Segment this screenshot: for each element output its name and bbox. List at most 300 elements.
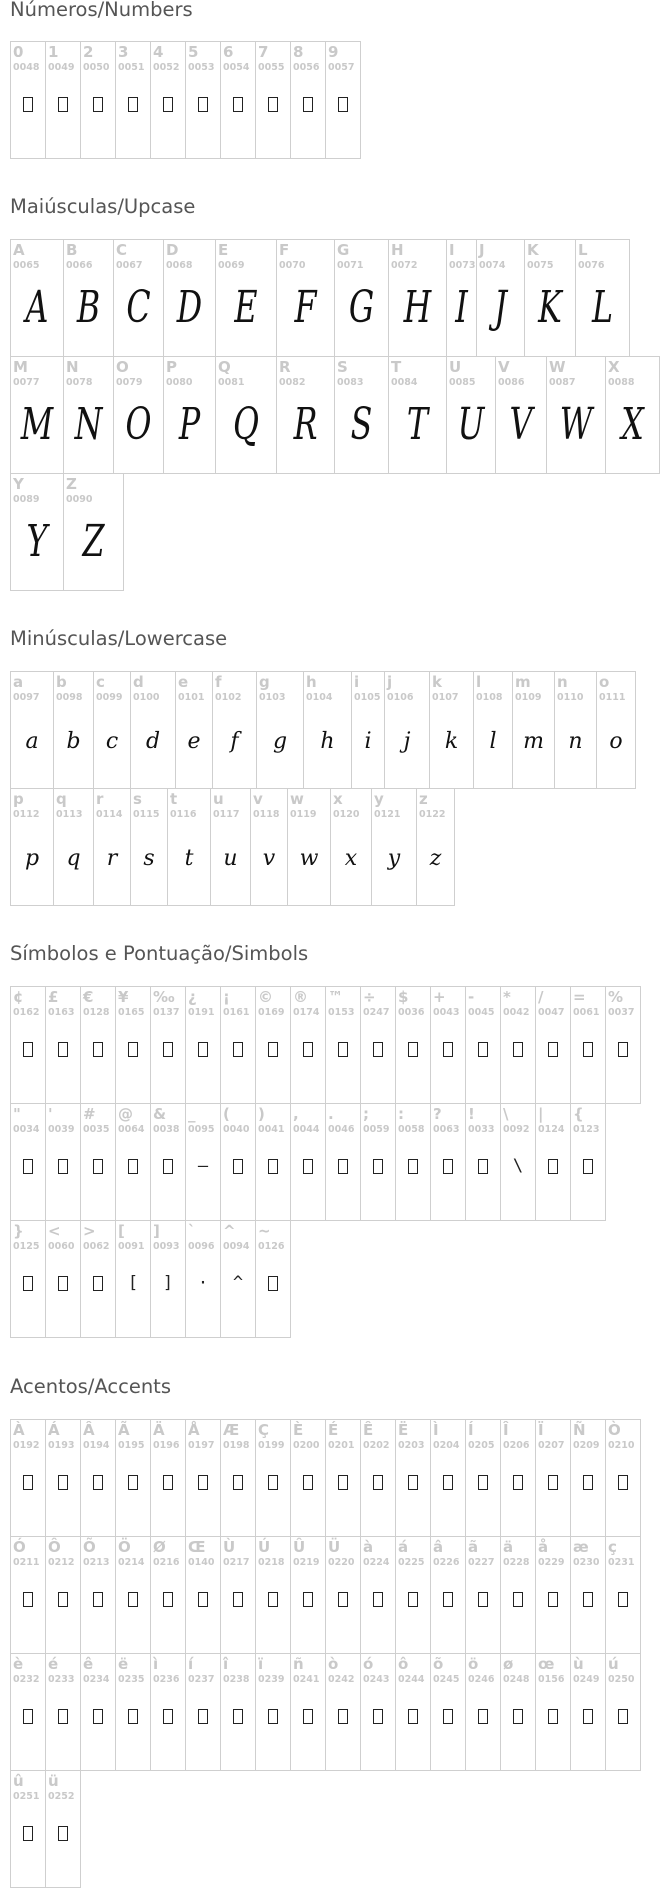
glyph-cell (167, 788, 211, 906)
glyph-code: 0250 (608, 1674, 635, 1685)
missing-glyph-icon (338, 1709, 348, 1724)
glyph-code: 0051 (118, 62, 145, 73)
glyph-label: £ (48, 988, 59, 1006)
glyph-sample (116, 1156, 150, 1179)
glyph-cell (287, 788, 331, 906)
glyph-code: 0070 (279, 260, 306, 271)
glyph-label: ì (153, 1655, 159, 1673)
glyph-sample (256, 1706, 290, 1729)
glyph-sample (186, 94, 220, 117)
accents-row (10, 1770, 80, 1888)
glyph-sample (291, 1589, 325, 1612)
glyph-label: Ü (328, 1538, 341, 1556)
glyph-sample (431, 1706, 465, 1729)
glyph-code: 0067 (116, 260, 143, 271)
glyph-label: l (476, 673, 482, 691)
glyph-cell (10, 41, 46, 159)
lowercase-row (10, 671, 635, 789)
glyph-cell (430, 1103, 466, 1221)
glyph-code: 0125 (13, 1241, 40, 1252)
glyph-cell (535, 1103, 571, 1221)
glyph-label: ` (188, 1222, 196, 1240)
glyph-sample (11, 1823, 45, 1846)
glyph-cell (325, 1103, 361, 1221)
glyph-cell (570, 1536, 606, 1654)
missing-glyph-icon (23, 1709, 33, 1724)
glyph-code: 0124 (538, 1124, 565, 1135)
glyph-cell (500, 1419, 536, 1537)
glyph-sample: M (20, 399, 54, 450)
glyph-cell (290, 986, 326, 1104)
glyph-label: û (13, 1772, 24, 1790)
glyph-cell (255, 1103, 291, 1221)
glyph-cell (10, 1770, 46, 1888)
glyph-code: 0096 (188, 1241, 215, 1252)
glyph-label: S (337, 358, 348, 376)
glyph-label: { (573, 1105, 584, 1123)
glyph-label: K (527, 241, 539, 259)
glyph-sample (291, 1039, 325, 1062)
glyph-sample: N (74, 399, 103, 450)
glyph-cell (325, 1536, 361, 1654)
glyph-cell (113, 356, 164, 474)
glyph-code: 0201 (328, 1440, 355, 1451)
glyph-sample: V (509, 399, 533, 450)
glyph-cell (416, 788, 455, 906)
glyph-sample (256, 94, 290, 117)
glyph-label: / (538, 988, 544, 1006)
glyph-label: Ù (223, 1538, 236, 1556)
glyph-code: 0118 (253, 809, 280, 820)
glyph-label: Ø (153, 1538, 166, 1556)
missing-glyph-icon (163, 1042, 173, 1057)
accents-row (10, 1536, 640, 1654)
glyph-code: 0078 (66, 377, 93, 388)
glyph-cell (255, 1419, 291, 1537)
missing-glyph-icon (513, 1475, 523, 1490)
missing-glyph-icon (58, 1475, 68, 1490)
glyph-label: b (56, 673, 67, 691)
glyph-cell (175, 671, 213, 789)
missing-glyph-icon (233, 1475, 243, 1490)
glyph-cell (570, 1419, 606, 1537)
glyph-label: 3 (118, 43, 129, 61)
glyph-cell (535, 1653, 571, 1771)
missing-glyph-icon (443, 1709, 453, 1724)
glyph-cell (10, 1103, 46, 1221)
glyph-cell (330, 788, 372, 906)
missing-glyph-icon (583, 1592, 593, 1607)
missing-glyph-icon (163, 1475, 173, 1490)
glyph-sample: I (455, 282, 468, 333)
missing-glyph-icon (373, 1159, 383, 1174)
glyph-cell (220, 1536, 256, 1654)
glyph-label: á (398, 1538, 409, 1556)
missing-glyph-icon (338, 1159, 348, 1174)
glyph-sample (46, 1706, 80, 1729)
glyph-label: a (13, 673, 24, 691)
glyph-cell (334, 239, 389, 357)
glyph-sample (466, 1472, 500, 1495)
glyph-label: W (549, 358, 566, 376)
glyph-code: 0038 (153, 1124, 180, 1135)
missing-glyph-icon (303, 1475, 313, 1490)
glyph-code: 0236 (153, 1674, 180, 1685)
glyph-cell (10, 1536, 46, 1654)
glyph-cell (10, 356, 64, 474)
glyph-cell (290, 1653, 326, 1771)
glyph-label: I (449, 241, 455, 259)
glyph-sample (46, 1589, 80, 1612)
glyph-sample (396, 1039, 430, 1062)
glyph-code: 0059 (363, 1124, 390, 1135)
glyph-code: 0214 (118, 1557, 145, 1568)
glyph-code: 0231 (608, 1557, 635, 1568)
glyph-sample (11, 1039, 45, 1062)
glyph-label: Å (188, 1421, 200, 1439)
glyph-sample (606, 1706, 640, 1729)
missing-glyph-icon (198, 1042, 208, 1057)
glyph-code: 0199 (258, 1440, 285, 1451)
glyph-cell (115, 1536, 151, 1654)
glyph-sample (256, 1273, 290, 1296)
glyph-cell (185, 986, 221, 1104)
glyph-label: â (433, 1538, 444, 1556)
glyph-cell (80, 1536, 116, 1654)
missing-glyph-icon (548, 1709, 558, 1724)
glyph-sample: e (187, 729, 201, 754)
missing-glyph-icon (163, 1159, 173, 1174)
glyph-code: 0095 (188, 1124, 215, 1135)
missing-glyph-icon (478, 1042, 488, 1057)
glyph-code: 0097 (13, 692, 40, 703)
glyph-label: V (498, 358, 510, 376)
missing-glyph-icon (478, 1159, 488, 1174)
glyph-sample: [ (127, 1273, 139, 1293)
glyph-cell (524, 239, 576, 357)
glyph-code: 0049 (48, 62, 75, 73)
glyph-code: 0123 (573, 1124, 600, 1135)
missing-glyph-icon (23, 1475, 33, 1490)
missing-glyph-icon (268, 1276, 278, 1291)
glyph-code: 0103 (259, 692, 286, 703)
glyph-label: ç (608, 1538, 617, 1556)
glyph-label: Æ (223, 1421, 240, 1439)
glyph-sample (536, 1589, 570, 1612)
section-title-symbols: Símbolos e Pontuação/Simbols (10, 942, 309, 965)
glyph-label: < (48, 1222, 61, 1240)
glyph-sample (81, 1039, 115, 1062)
glyph-code: 0101 (178, 692, 205, 703)
missing-glyph-icon (198, 1592, 208, 1607)
glyph-cell (255, 1220, 291, 1338)
glyph-code: 0210 (608, 1440, 635, 1451)
glyph-cell (500, 1653, 536, 1771)
glyph-label: d (133, 673, 144, 691)
glyph-sample: k (444, 729, 459, 754)
glyph-code: 0218 (258, 1557, 285, 1568)
glyph-code: 0065 (13, 260, 40, 271)
glyph-cell (80, 1220, 116, 1338)
glyph-label: o (599, 673, 610, 691)
glyph-label: + (433, 988, 446, 1006)
glyph-code: 0053 (188, 62, 215, 73)
glyph-code: 0054 (223, 62, 250, 73)
glyph-sample: · (197, 1273, 209, 1293)
glyph-sample (361, 1706, 395, 1729)
glyph-sample: z (429, 846, 442, 871)
glyph-sample: v (262, 846, 276, 871)
glyph-code: 0227 (468, 1557, 495, 1568)
glyph-label: ù (573, 1655, 584, 1673)
glyph-sample (116, 94, 150, 117)
glyph-cell (535, 1419, 571, 1537)
glyph-label: p (13, 790, 24, 808)
symbols-row (10, 1220, 290, 1338)
glyph-sample (291, 1706, 325, 1729)
glyph-sample (116, 1039, 150, 1062)
glyph-label: C (116, 241, 128, 259)
glyph-label: - (468, 988, 475, 1006)
glyph-label: € (83, 988, 94, 1006)
missing-glyph-icon (58, 1592, 68, 1607)
glyph-sample (291, 94, 325, 117)
glyph-sample (81, 1156, 115, 1179)
glyph-label: P (166, 358, 177, 376)
glyph-code: 0081 (218, 377, 245, 388)
glyph-cell (446, 239, 477, 357)
glyph-code: 0162 (13, 1007, 40, 1018)
glyph-sample: — (197, 1156, 209, 1176)
glyph-cell (250, 788, 288, 906)
missing-glyph-icon (373, 1709, 383, 1724)
missing-glyph-icon (23, 1276, 33, 1291)
glyph-cell (446, 356, 496, 474)
glyph-sample (81, 1472, 115, 1495)
glyph-label: Ú (258, 1538, 271, 1556)
glyph-label: G (337, 241, 350, 259)
missing-glyph-icon (128, 1475, 138, 1490)
missing-glyph-icon (58, 1276, 68, 1291)
upcase-row (10, 356, 659, 474)
missing-glyph-icon (268, 1709, 278, 1724)
glyph-cell (80, 41, 116, 159)
glyph-cell (395, 1419, 431, 1537)
glyph-code: 0230 (573, 1557, 600, 1568)
glyph-code: 0066 (66, 260, 93, 271)
glyph-sample (186, 1589, 220, 1612)
glyph-code: 0191 (188, 1007, 215, 1018)
glyph-code: 0121 (374, 809, 401, 820)
missing-glyph-icon (548, 1042, 558, 1057)
glyph-code: 0072 (391, 260, 418, 271)
glyph-sample (536, 1706, 570, 1729)
glyph-label: ë (118, 1655, 129, 1673)
glyph-code: 0104 (306, 692, 333, 703)
glyph-cell (115, 1653, 151, 1771)
glyph-sample (11, 94, 45, 117)
glyph-cell (185, 1653, 221, 1771)
glyph-label: è (13, 1655, 24, 1673)
missing-glyph-icon (23, 1042, 33, 1057)
glyph-label: Ã (118, 1421, 130, 1439)
glyph-sample (221, 1589, 255, 1612)
glyph-code: 0040 (223, 1124, 250, 1135)
glyph-label: À (13, 1421, 25, 1439)
glyph-code: 0035 (83, 1124, 110, 1135)
glyph-label: @ (118, 1105, 133, 1123)
glyph-label: Ï (538, 1421, 544, 1439)
glyph-label: Î (503, 1421, 509, 1439)
glyph-code: 0102 (215, 692, 242, 703)
glyph-code: 0192 (13, 1440, 40, 1451)
glyph-cell (220, 1419, 256, 1537)
glyph-sample (46, 94, 80, 117)
glyph-sample (361, 1472, 395, 1495)
glyph-sample: w (299, 846, 319, 871)
glyph-label: N (66, 358, 79, 376)
glyph-label: B (66, 241, 78, 259)
glyph-label: ™ (328, 988, 343, 1006)
glyph-cell (215, 239, 277, 357)
glyph-code: 0117 (213, 809, 240, 820)
glyph-sample (431, 1039, 465, 1062)
glyph-code: 0234 (83, 1674, 110, 1685)
glyph-code: 0094 (223, 1241, 250, 1252)
glyph-label: Ô (48, 1538, 61, 1556)
missing-glyph-icon (513, 1042, 523, 1057)
glyph-label: m (515, 673, 531, 691)
glyph-label: 6 (223, 43, 234, 61)
glyph-label: ! (468, 1105, 475, 1123)
glyph-sample: ^ (232, 1273, 244, 1293)
glyph-label: ¡ (223, 988, 230, 1006)
glyph-label: 0 (13, 43, 24, 61)
missing-glyph-icon (338, 97, 348, 112)
glyph-sample (221, 1472, 255, 1495)
glyph-sample (571, 1472, 605, 1495)
glyph-cell (303, 671, 352, 789)
glyph-code: 0079 (116, 377, 143, 388)
symbols-row (10, 986, 640, 1104)
missing-glyph-icon (128, 1709, 138, 1724)
glyph-label: ' (48, 1105, 53, 1123)
glyph-code: 0047 (538, 1007, 565, 1018)
glyph-label: A (13, 241, 25, 259)
glyph-code: 0213 (83, 1557, 110, 1568)
glyph-sample: l (489, 729, 497, 754)
glyph-cell (10, 239, 64, 357)
glyph-code: 0163 (48, 1007, 75, 1018)
glyph-label: Á (48, 1421, 60, 1439)
glyph-sample: A (25, 282, 49, 333)
glyph-label: r (96, 790, 104, 808)
glyph-cell (395, 1536, 431, 1654)
glyph-cell (10, 1419, 46, 1537)
glyph-cell (465, 1419, 501, 1537)
glyph-code: 0243 (363, 1674, 390, 1685)
glyph-label: M (13, 358, 28, 376)
missing-glyph-icon (233, 1042, 243, 1057)
glyph-cell (115, 1103, 151, 1221)
glyph-label: J (479, 241, 485, 259)
glyph-label: ã (468, 1538, 479, 1556)
glyph-label: : (398, 1105, 404, 1123)
missing-glyph-icon (198, 97, 208, 112)
glyph-cell (290, 1536, 326, 1654)
glyph-code: 0205 (468, 1440, 495, 1451)
glyph-label: ö (468, 1655, 479, 1673)
accents-row (10, 1419, 640, 1537)
glyph-code: 0057 (328, 62, 355, 73)
glyph-label: R (279, 358, 291, 376)
glyph-label: Ò (608, 1421, 621, 1439)
glyph-sample (186, 1472, 220, 1495)
glyph-code: 0098 (56, 692, 83, 703)
glyph-cell (360, 1653, 396, 1771)
glyph-cell (150, 1419, 186, 1537)
glyph-label: ê (83, 1655, 94, 1673)
glyph-sample (501, 1589, 535, 1612)
glyph-sample (186, 1706, 220, 1729)
glyph-code: 0087 (549, 377, 576, 388)
missing-glyph-icon (548, 1159, 558, 1174)
glyph-sample: L (591, 282, 614, 333)
glyph-cell (546, 356, 606, 474)
glyph-code: 0251 (13, 1791, 40, 1802)
glyph-label: © (258, 988, 273, 1006)
glyph-label: F (279, 241, 290, 259)
glyph-label: ¢ (13, 988, 24, 1006)
glyph-cell (430, 986, 466, 1104)
glyph-cell (605, 356, 660, 474)
glyph-cell (185, 1103, 221, 1221)
glyph-label: T (391, 358, 402, 376)
glyph-cell (605, 986, 641, 1104)
section-title-numbers: Números/Numbers (10, 0, 193, 21)
upcase-row (10, 239, 629, 357)
missing-glyph-icon (303, 1159, 313, 1174)
missing-glyph-icon (373, 1592, 383, 1607)
glyph-sample: U (457, 399, 485, 450)
glyph-sample (466, 1156, 500, 1179)
glyph-sample (221, 1039, 255, 1062)
glyph-code: 0061 (573, 1007, 600, 1018)
glyph-cell (276, 356, 335, 474)
glyph-sample (361, 1156, 395, 1179)
glyph-cell (371, 788, 417, 906)
glyph-cell (150, 1220, 186, 1338)
glyph-sample: P (178, 399, 201, 450)
glyph-code: 0226 (433, 1557, 460, 1568)
glyph-cell (150, 1536, 186, 1654)
glyph-label: _ (188, 1105, 196, 1123)
glyph-sample (396, 1156, 430, 1179)
glyph-code: 0233 (48, 1674, 75, 1685)
glyph-label: j (387, 673, 393, 691)
glyph-sample (151, 94, 185, 117)
glyph-label: L (578, 241, 588, 259)
glyph-label: Ê (363, 1421, 374, 1439)
glyph-cell (325, 986, 361, 1104)
glyph-code: 0060 (48, 1241, 75, 1252)
glyph-code: 0109 (515, 692, 542, 703)
missing-glyph-icon (93, 1042, 103, 1057)
glyph-sample: b (66, 729, 81, 754)
glyph-sample (396, 1706, 430, 1729)
glyph-label: ; (363, 1105, 369, 1123)
glyph-code: 0076 (578, 260, 605, 271)
